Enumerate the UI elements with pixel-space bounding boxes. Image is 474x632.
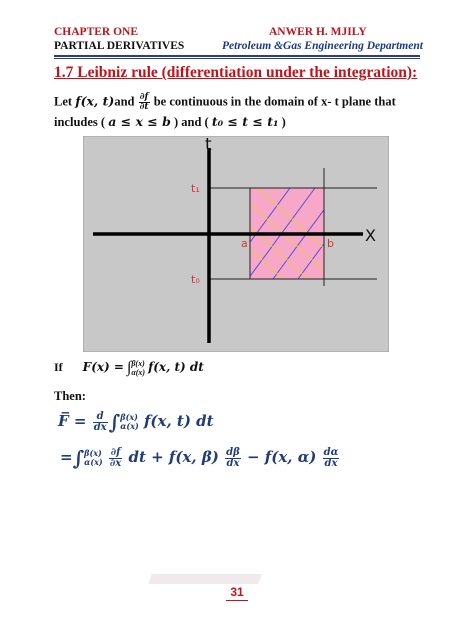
eq2-term-2: − f(x, α) [247,448,317,466]
fraction-numerator: ∂f [110,446,121,458]
topic-label: PARTIAL DERIVATIVES [54,40,185,52]
domain-figure [83,136,389,352]
fraction-denominator: dx [226,457,240,469]
math-fxt: f(x, t) [75,93,115,109]
page-number-underline [226,600,248,601]
lower-limit: α(x) [120,421,139,431]
word-let: Let [54,94,73,109]
fraction-denominator: dx [93,421,107,433]
label-t1: t₁ [191,182,200,195]
upper-limit: β(x) [120,411,138,422]
axis-t-label: t [205,136,212,155]
department-label: Petroleum &Gas Engineering Department [222,40,423,52]
word-if: If [54,359,63,374]
word-and: ) and ( [173,115,209,129]
equation-1 [58,410,214,434]
fraction-dalpha-dx [323,448,340,469]
label-b: b [327,237,334,250]
word-and: and [114,94,135,109]
fraction-denominator: dx [324,457,338,469]
fraction-numerator: d [93,412,108,423]
fraction-dbeta-dx [225,448,241,469]
equation-2 [60,446,340,470]
fraction-denominator: ∂x [109,457,122,469]
chapter-label: CHAPTER ONE [54,26,139,38]
section-title: 1.7 Leibniz rule (differentiation under the integration): [54,64,418,81]
lower-limit: α(x) [84,457,103,467]
math-range-t: t₀ ≤ t ≤ t₁ [211,114,279,129]
para-text: be continuous in the domain of x- t plane that [153,94,396,109]
fraction-denominator: ∂t [139,102,149,112]
lower-limit: α(x) [131,368,146,378]
label-a: a [241,237,248,250]
upper-limit: β(x) [84,447,102,458]
math-range-x: a ≤ x ≤ b [108,114,171,129]
eq1-integrand: f(x, t) dt [143,412,214,430]
integral-sign: ∫ [126,359,132,377]
then-label: Then: [54,389,86,403]
def-lhs: F(x) = [82,359,124,374]
close-paren: ) [281,115,286,129]
header-rule-thin [54,58,420,59]
figure-background [83,136,389,352]
fraction-d-dx [93,412,108,433]
integral-limits [84,449,103,467]
eq1-lhs: F̅ = [58,412,87,430]
word-includes: includes ( [54,115,106,129]
integral-limits [131,359,145,377]
definition-line [54,359,204,377]
fraction-df-dx [109,448,122,469]
integral-limits [120,413,139,431]
fraction-numerator: dβ [226,446,240,458]
author-label: ANWER H. MJILY [269,26,367,38]
def-integrand: f(x, t) dt [148,359,204,374]
integral-sign: ∫ [72,446,85,470]
header-rule [54,55,420,57]
fraction-numerator: dα [323,446,339,458]
fraction-df-dt [139,93,150,112]
watermark-bar [148,574,262,584]
eq2-term-1: dt + f(x, β) [128,448,219,466]
axis-x-label: X [365,226,376,245]
paragraph-line-2 [54,114,286,130]
page-number: 31 [230,585,244,599]
upper-limit: β(x) [131,359,145,368]
equals-sign: = [60,448,73,466]
paragraph-line-1 [54,93,396,112]
label-t0: t₀ [191,273,200,286]
fraction-numerator: ∂f [139,92,149,102]
integral-sign: ∫ [108,410,121,434]
